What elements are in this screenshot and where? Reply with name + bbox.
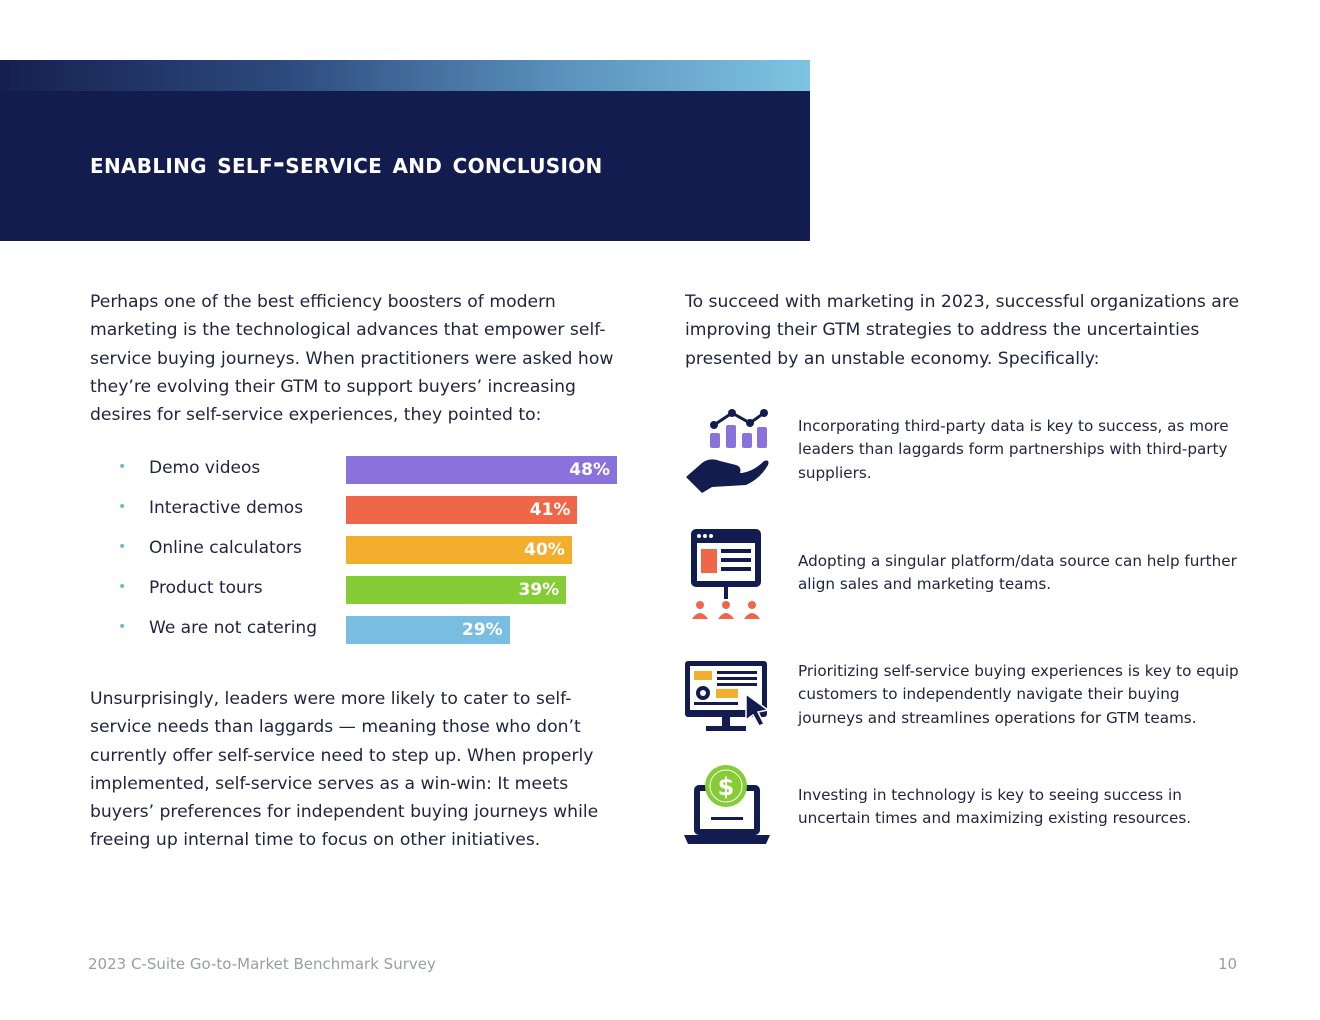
insight-item-self-service — [684, 660, 1254, 760]
laptop-dollar-icon — [684, 765, 770, 847]
page-number: 10 — [1218, 955, 1238, 973]
insight-text: Prioritizing self-service buying experiences is key to equip customers to independently navigate their buying journeys and streamlines operations for GTM teams. — [798, 662, 1239, 727]
bar-category-label: Interactive demos — [149, 498, 304, 518]
bar-row — [118, 455, 638, 495]
bar-value-label: 39% — [518, 580, 560, 600]
bar — [346, 536, 572, 564]
page-title: enabling self-service and conclusion — [90, 146, 603, 180]
right-intro-paragraph: To succeed with marketing in 2023, successful organizations are improving their GTM strategies to address the uncertainties presented by an unstable economy. Specifically: — [685, 292, 1240, 369]
bar — [346, 576, 566, 604]
bar-value-label: 41% — [529, 500, 571, 520]
header-gradient-strip — [0, 60, 810, 91]
bar-category-label: Online calculators — [149, 538, 302, 558]
bullet-icon: • — [118, 619, 127, 635]
insight-item-third-party-data — [684, 405, 1254, 505]
bar — [346, 616, 510, 644]
bullet-icon: • — [118, 579, 127, 595]
insight-text: Investing in technology is key to seeing success in uncertain times and maximizing existing resources. — [798, 786, 1192, 828]
bar-row — [118, 575, 638, 615]
bar-chart — [118, 455, 638, 655]
bar-row — [118, 535, 638, 575]
bar-value-label: 48% — [569, 460, 610, 480]
bullet-icon: • — [118, 539, 127, 555]
bullet-icon: • — [118, 459, 127, 475]
bar-value-label: 40% — [524, 540, 565, 560]
hand-chart-icon — [684, 405, 770, 495]
insight-item-singular-platform — [684, 527, 1254, 627]
insight-item-investing-technology — [684, 765, 1254, 865]
intro-paragraph: Perhaps one of the best efficiency boosters of modern marketing is the technological advances that empower self-service buying journeys. When practitioners were asked how they’re evolving their GTM to support buyers’ increasing desires for self-service experiences, they pointed to: — [90, 292, 614, 426]
bar-category-label: We are not catering — [149, 618, 317, 638]
bullet-icon: • — [118, 499, 127, 515]
bar-row — [118, 615, 638, 655]
insight-text: Adopting a singular platform/data source can help further align sales and marketing teams. — [798, 552, 1237, 594]
bar-category-label: Demo videos — [149, 458, 261, 478]
presentation-board-icon — [684, 527, 770, 623]
footer-survey-name: 2023 C-Suite Go-to-Market Benchmark Survey — [88, 955, 436, 973]
conclusion-paragraph: Unsurprisingly, leaders were more likely to cater to self-service needs than laggards — meaning those who don’t currently offer self-service need to step up. When properly implemented, self-service serves as a win-win: It meets buyers’ preferences for independent buying journeys while freeing up internal time to focus on other initiatives. — [90, 689, 599, 851]
bar — [346, 456, 617, 484]
monitor-cursor-icon — [684, 660, 770, 734]
bar-value-label: 29% — [462, 620, 503, 640]
bar-row — [118, 495, 638, 535]
insight-text: Incorporating third-party data is key to success, as more leaders than laggards form partnerships with third-party suppliers. — [798, 417, 1229, 482]
bar — [346, 496, 577, 524]
bar-category-label: Product tours — [149, 578, 263, 598]
svg-text:$: $ — [717, 773, 735, 801]
